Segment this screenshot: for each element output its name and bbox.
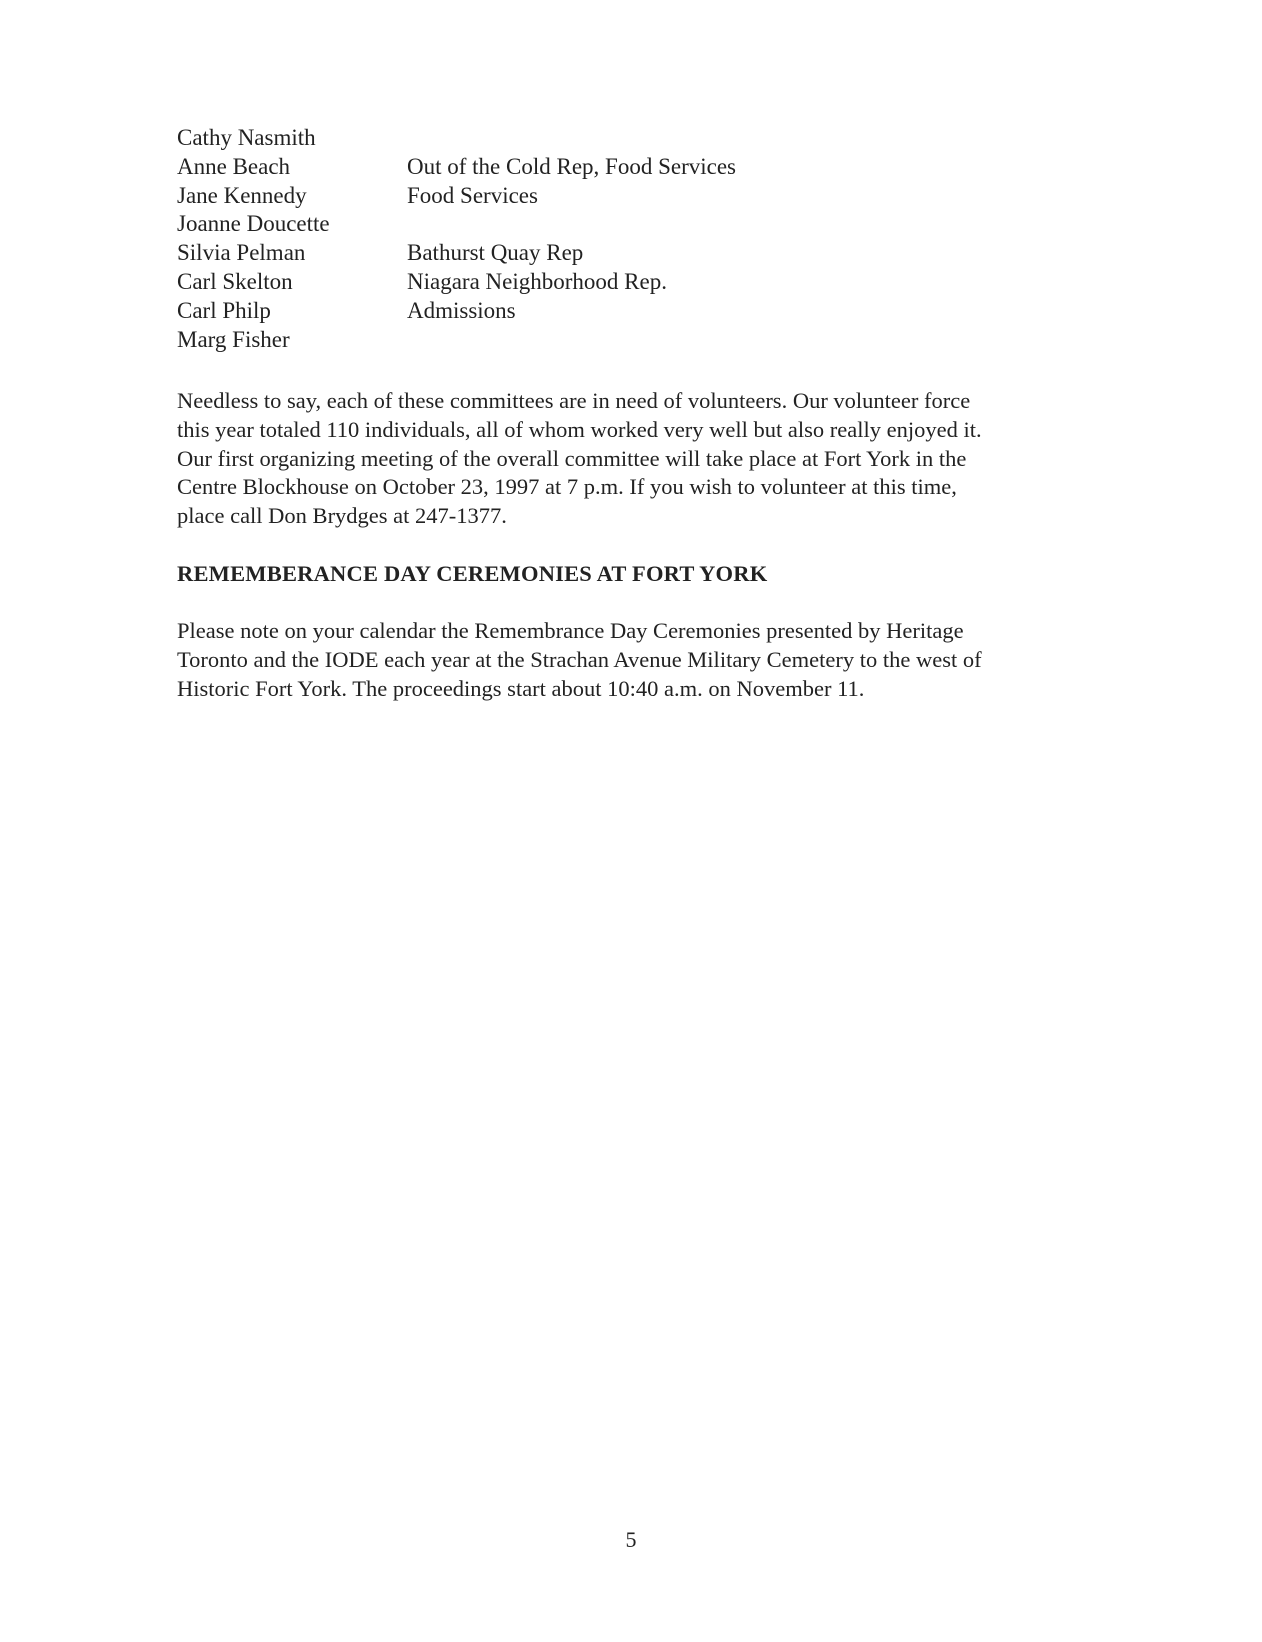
member-name: Carl Philp [177, 297, 271, 323]
member-name: Marg Fisher [177, 326, 290, 352]
member-name: Carl Skelton [177, 268, 293, 294]
page-number: 5 [625, 1527, 637, 1552]
committee-roster [177, 124, 877, 354]
section-heading: REMEMBERANCE DAY CEREMONIES AT FORT YORK [177, 561, 768, 586]
roster-row [177, 182, 877, 211]
roster-row [177, 239, 877, 268]
remembrance-paragraph [177, 617, 1097, 703]
volunteers-paragraph [177, 387, 1097, 531]
roster-row [177, 268, 877, 297]
member-role: Food Services [407, 182, 538, 208]
paragraph-line: Needless to say, each of these committees are in need of volunteers. Our volunteer force [177, 388, 971, 413]
paragraph-line: Please note on your calendar the Remembrance Day Ceremonies presented by Heritage [177, 618, 964, 643]
paragraph-line: Historic Fort York. The proceedings start about 10:40 a.m. on November 11. [177, 675, 865, 701]
paragraph-line: this year totaled 110 individuals, all of whom worked very well but also really enjoyed it. [177, 416, 982, 442]
member-name: Jane Kennedy [177, 182, 307, 208]
paragraph-line: Centre Blockhouse on October 23, 1997 at 7 p.m. If you wish to volunteer at this time, [177, 474, 957, 500]
roster-row [177, 210, 877, 239]
paragraph-line: Toronto and the IODE each year at the Strachan Avenue Military Cemetery to the west of [177, 646, 982, 672]
member-role [407, 210, 877, 239]
member-name: Cathy Nasmith [177, 125, 316, 150]
member-name: Anne Beach [177, 153, 291, 179]
roster-row [177, 326, 877, 355]
member-name: Silvia Pelman [177, 240, 306, 266]
paragraph-line: place call Don Brydges at 247-1377. [177, 503, 507, 529]
member-role: Bathurst Quay Rep [407, 240, 584, 266]
member-role: Admissions [407, 297, 516, 323]
member-role: Niagara Neighborhood Rep. [407, 268, 667, 294]
member-name: Joanne Doucette [177, 211, 330, 237]
paragraph-line: Our first organizing meeting of the overall committee will take place at Fort York in the [177, 445, 967, 471]
roster-row [177, 153, 877, 182]
roster-row [177, 124, 877, 153]
roster-row [177, 297, 877, 326]
member-role [407, 326, 877, 355]
member-role [407, 124, 877, 153]
member-role: Out of the Cold Rep, Food Services [407, 153, 736, 179]
